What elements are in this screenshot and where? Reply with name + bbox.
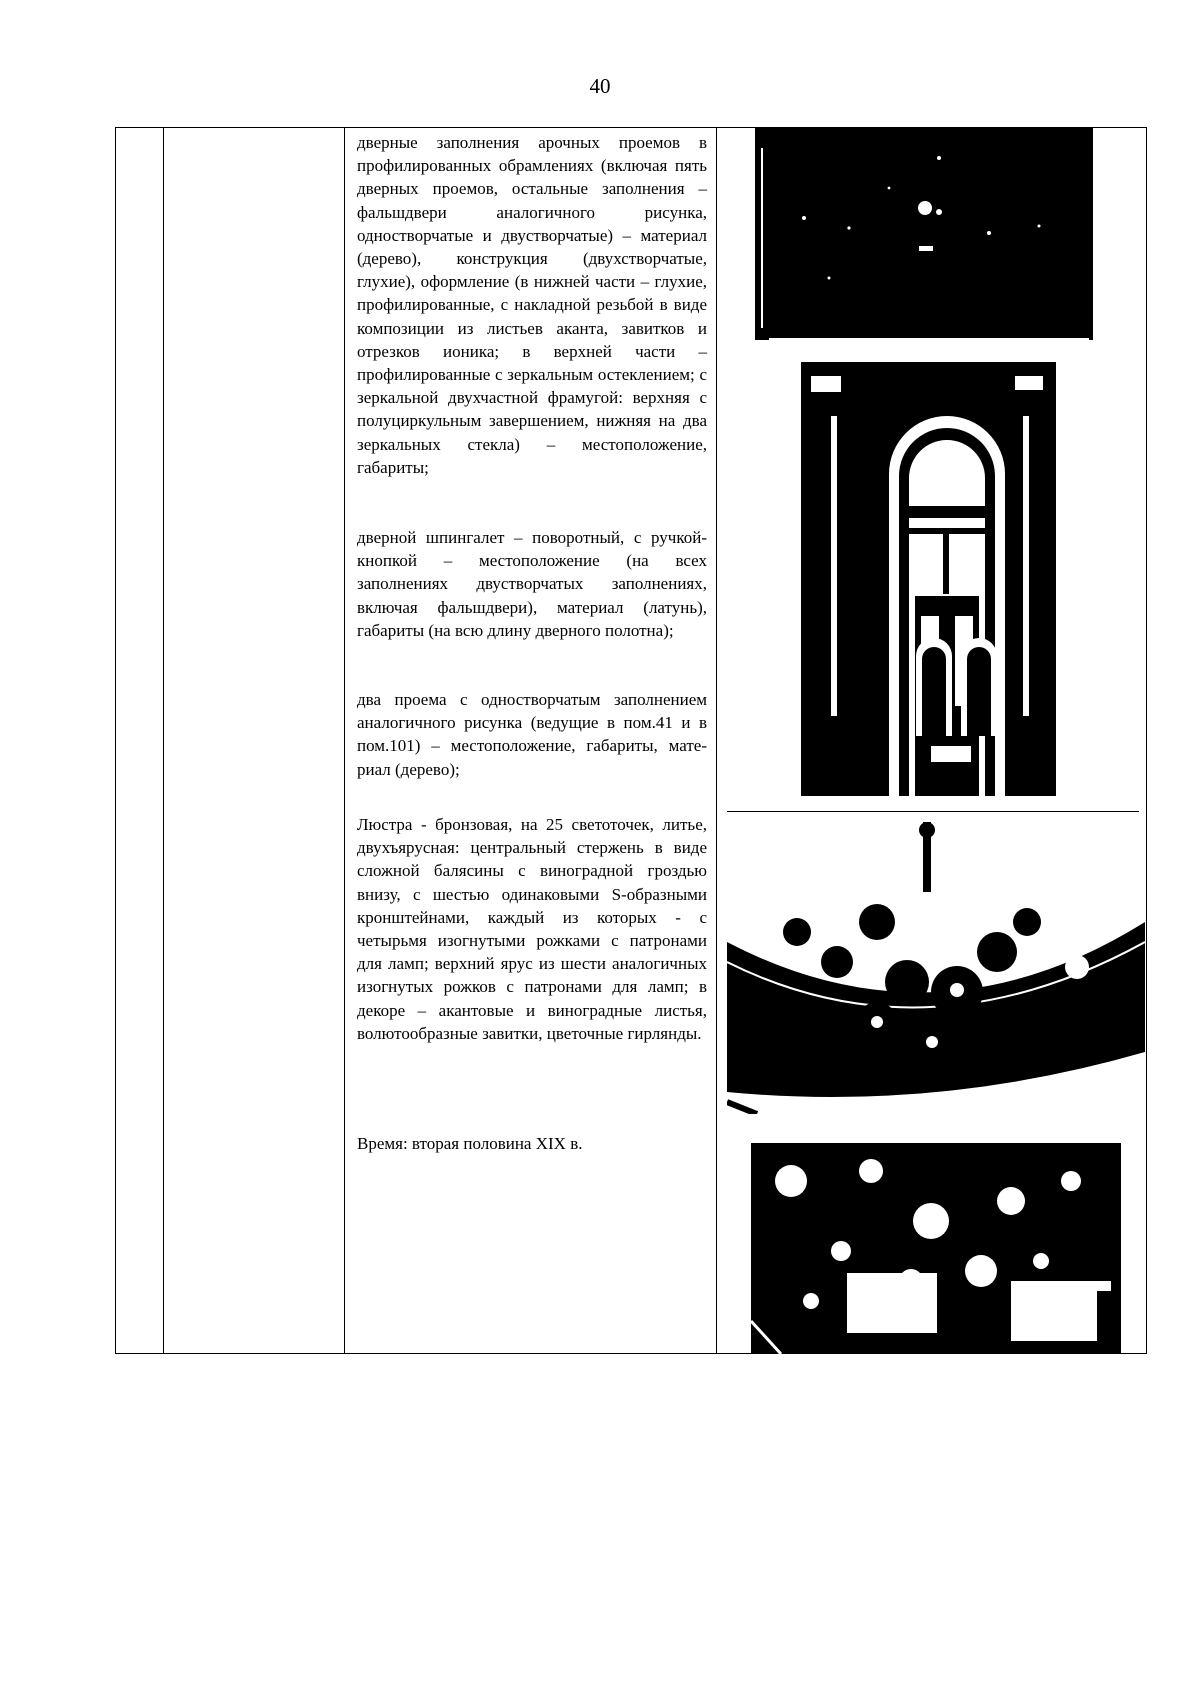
paragraph-doors: дверные заполнения арочных проемов в профилированных обрамлениях (включая пять дверных проемов, остальные заполнения – фальшдвери аналогичного рисунка, одностворчатые и двустворчатые) – материал (дерево), конструкция (двухстворчатые, глухие), оформление (в нижней части – глухие, профилированные, с накладной резьбой в виде композиции из листьев аканта, завитков и отрезков ионика; в верхней части – профилированные с зеркальным остеклением; с зеркальной двухчастной фрамугой: верхняя с полуциркульным завершением, нижняя на два зеркальных стекла) – местоположение, габариты;	[357, 133, 707, 477]
column-divider	[716, 128, 717, 1353]
paragraph-chandelier: Люстра - бронзовая, на 25 светоточек, литье, двухъярусная: центральный стержень в виде сложной балясины с виноградной гроздью внизу, с шестью одинаковыми S-образными кронштейнами, каждый из которых - с четырьмя изогнутыми рожками с патронами для ламп; верхний ярус из шести аналогичных изогнутых рожков с патронами для ламп; в декоре – акантовые и виноградные листья, волютообразные завитки, цветочные гирлянды.	[357, 815, 707, 1043]
photo-arched-doorway	[801, 356, 1056, 796]
photo-ceiling	[739, 128, 1093, 340]
photo-chandelier-upper	[727, 812, 1145, 1114]
paragraph-date: Время: вторая половина XIX в.	[357, 1134, 583, 1153]
photo-chandelier-detail	[751, 1141, 1121, 1354]
column-divider	[163, 128, 164, 1353]
paragraph-latch: дверной шпингалет – поворотный, с ручкой-кнопкой – местоположение (на всех заполнениях двустворчатых заполнениях, включая фальшдвери), материал (латунь), габариты (на всю длину дверного полотна);	[357, 528, 707, 640]
paragraph-openings: два проема с одностворчатым заполнением аналогичного рисунка (ведущие в пом.41 и в пом.101) – местоположение, габариты, мате-риал (дерево);	[357, 690, 707, 779]
page-number: 40	[589, 74, 611, 98]
column-divider	[344, 128, 345, 1353]
